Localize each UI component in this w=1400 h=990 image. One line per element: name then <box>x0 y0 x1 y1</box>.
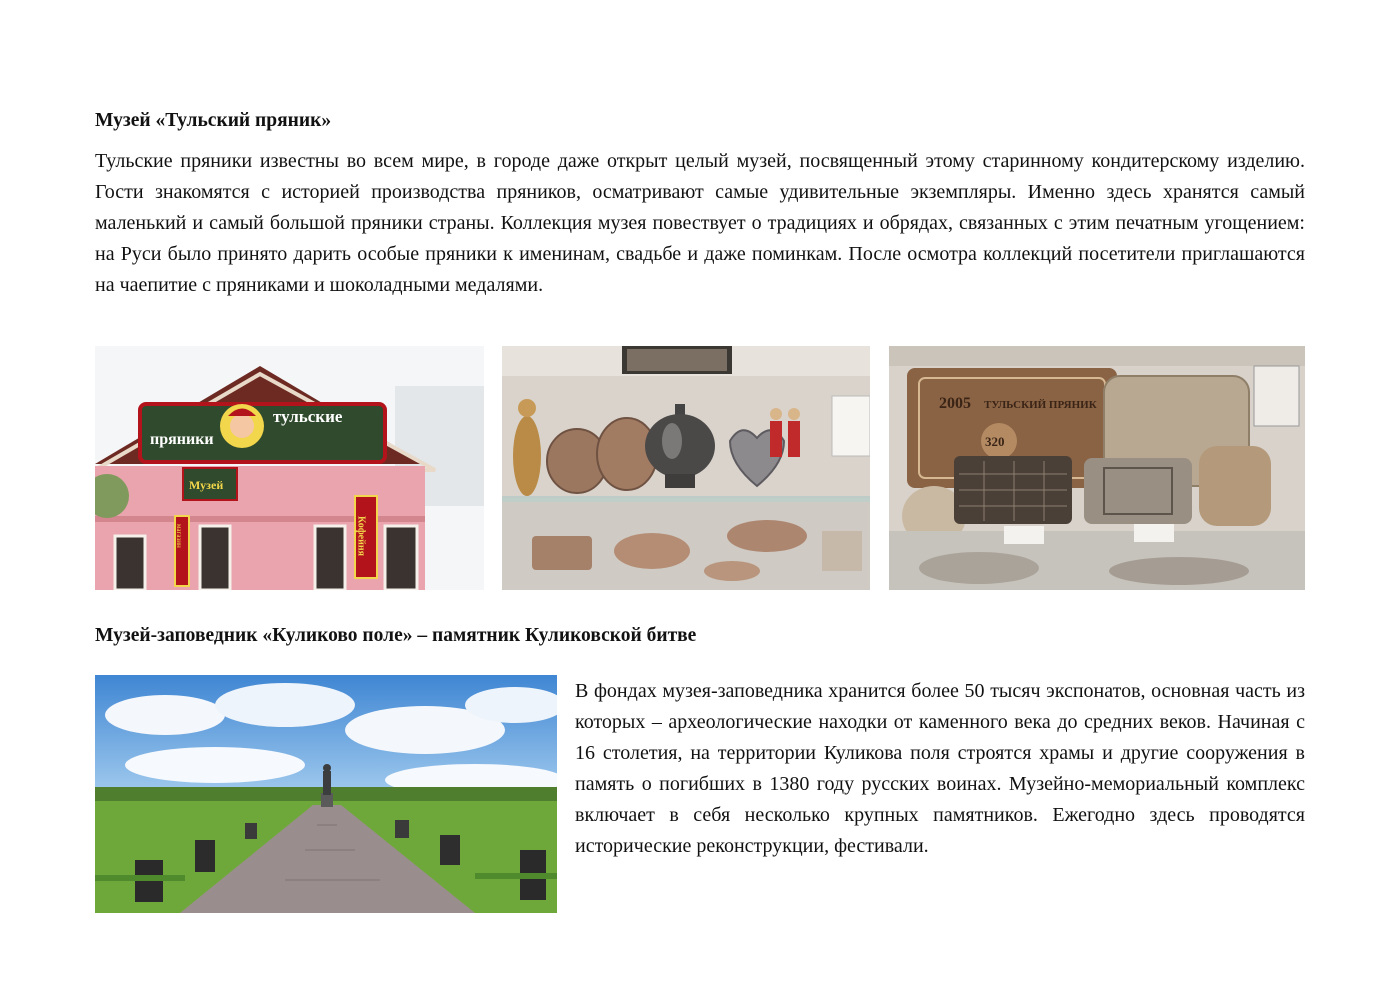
gingerbread-age: 320 <box>985 434 1005 449</box>
photo-display-case-samovar <box>502 346 870 590</box>
display-case-illustration <box>502 346 870 590</box>
large-gingerbreads-illustration <box>889 346 1305 590</box>
photo-kulikovo-memorial <box>95 675 557 913</box>
kulikovo-memorial-illustration <box>95 675 557 913</box>
section-title-kulikovo-field: Музей-заповедник «Куликово поле» – памятник Куликовской битве <box>95 625 697 646</box>
photo-museum-building <box>95 346 484 590</box>
photo-large-gingerbreads <box>889 346 1305 590</box>
gingerbread-year: 2005 <box>939 395 971 412</box>
gingerbread-inscription: ТУЛЬСКИЙ ПРЯНИК <box>984 399 1097 411</box>
sign-text-museum: Музей <box>189 478 224 492</box>
section-text-kulikovo-field: В фондах музея-заповедника хранится более 50 тысяч экспонатов, основная часть из которых – археологические находки от каменного века до средних веков. Начиная с 16 столетия, на территории Куликова поля строятся храмы и другие сооружения в память о погибших в 1380 году русских воинах. Музейно-мемориальный комплекс включает в себя несколько крупных памятников. Ежегодно здесь проводятся исторические реконструкции, фестивали. <box>575 680 1305 857</box>
section-text-gingerbread-museum: Тульские пряники известны во всем мире, в городе даже открыт целый музей, посвященный этому старинному кондитерскому изделию. Гости знакомятся с историей производства пряников, осматривают самые удивительные экземпляры. Именно здесь хранятся самый маленький и самый большой пряники страны. Коллекция музея повествует о традициях и обрядах, связанных с этим печатным угощением: на Руси было принято дарить особые пряники к именинам, свадьбе и даже поминкам. После осмотра коллекций посетители приглашаются на чаепитие с пряниками и шоколадными медалями. <box>95 150 1305 296</box>
sign-text-shop: магазин <box>175 524 183 548</box>
sign-text-right: тульские <box>273 407 343 426</box>
sign-text-left: пряники <box>150 431 214 448</box>
sign-text-cafe: Кофейня <box>355 516 367 557</box>
section-title-gingerbread-museum: Музей «Тульский пряник» <box>95 110 332 131</box>
museum-building-illustration <box>95 346 484 590</box>
